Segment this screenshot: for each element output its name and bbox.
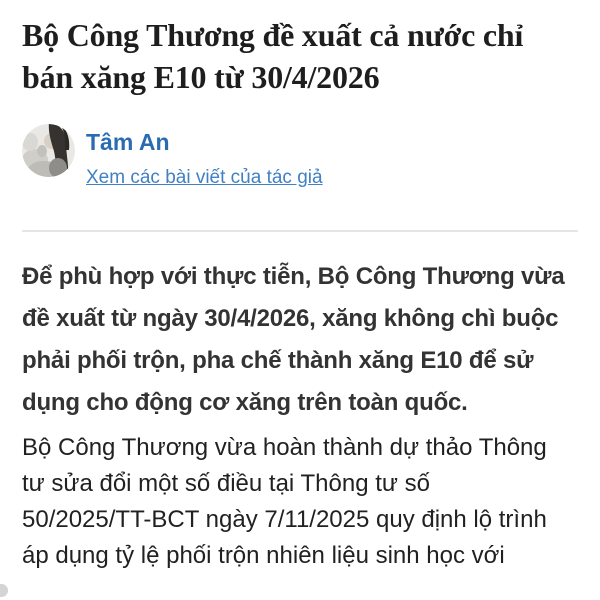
- author-byline-section: [22, 124, 578, 189]
- author-photo-icon: [22, 124, 75, 177]
- article-lead-paragraph: Để phù hợp với thực tiễn, Bộ Công Thương vừa đề xuất từ ngày 30/4/2026, xăng không chì buộc phải phối trộn, pha chế thành xăng E10 để sử dụng cho động cơ xăng trên toàn quốc.: [22, 263, 565, 417]
- section-divider: [22, 230, 578, 232]
- partially-visible-floating-button[interactable]: [0, 584, 8, 597]
- article-body-paragraph: Bộ Công Thương vừa hoàn thành dự thảo Thông tư sửa đổi một số điều tại Thông tư số 50/2025/TT-BCT ngày 7/11/2025 quy định lộ trình áp dụng tỷ lệ phối trộn nhiên liệu sinh học với: [22, 434, 547, 570]
- article-title: Bộ Công Thương đề xuất cả nước chỉ bán xăng E10 từ 30/4/2026: [22, 17, 524, 95]
- author-posts-link[interactable]: Xem các bài viết của tác giả: [86, 167, 323, 189]
- author-meta: [86, 124, 323, 189]
- author-name-link[interactable]: Tâm An: [86, 129, 170, 155]
- author-avatar[interactable]: [22, 124, 75, 177]
